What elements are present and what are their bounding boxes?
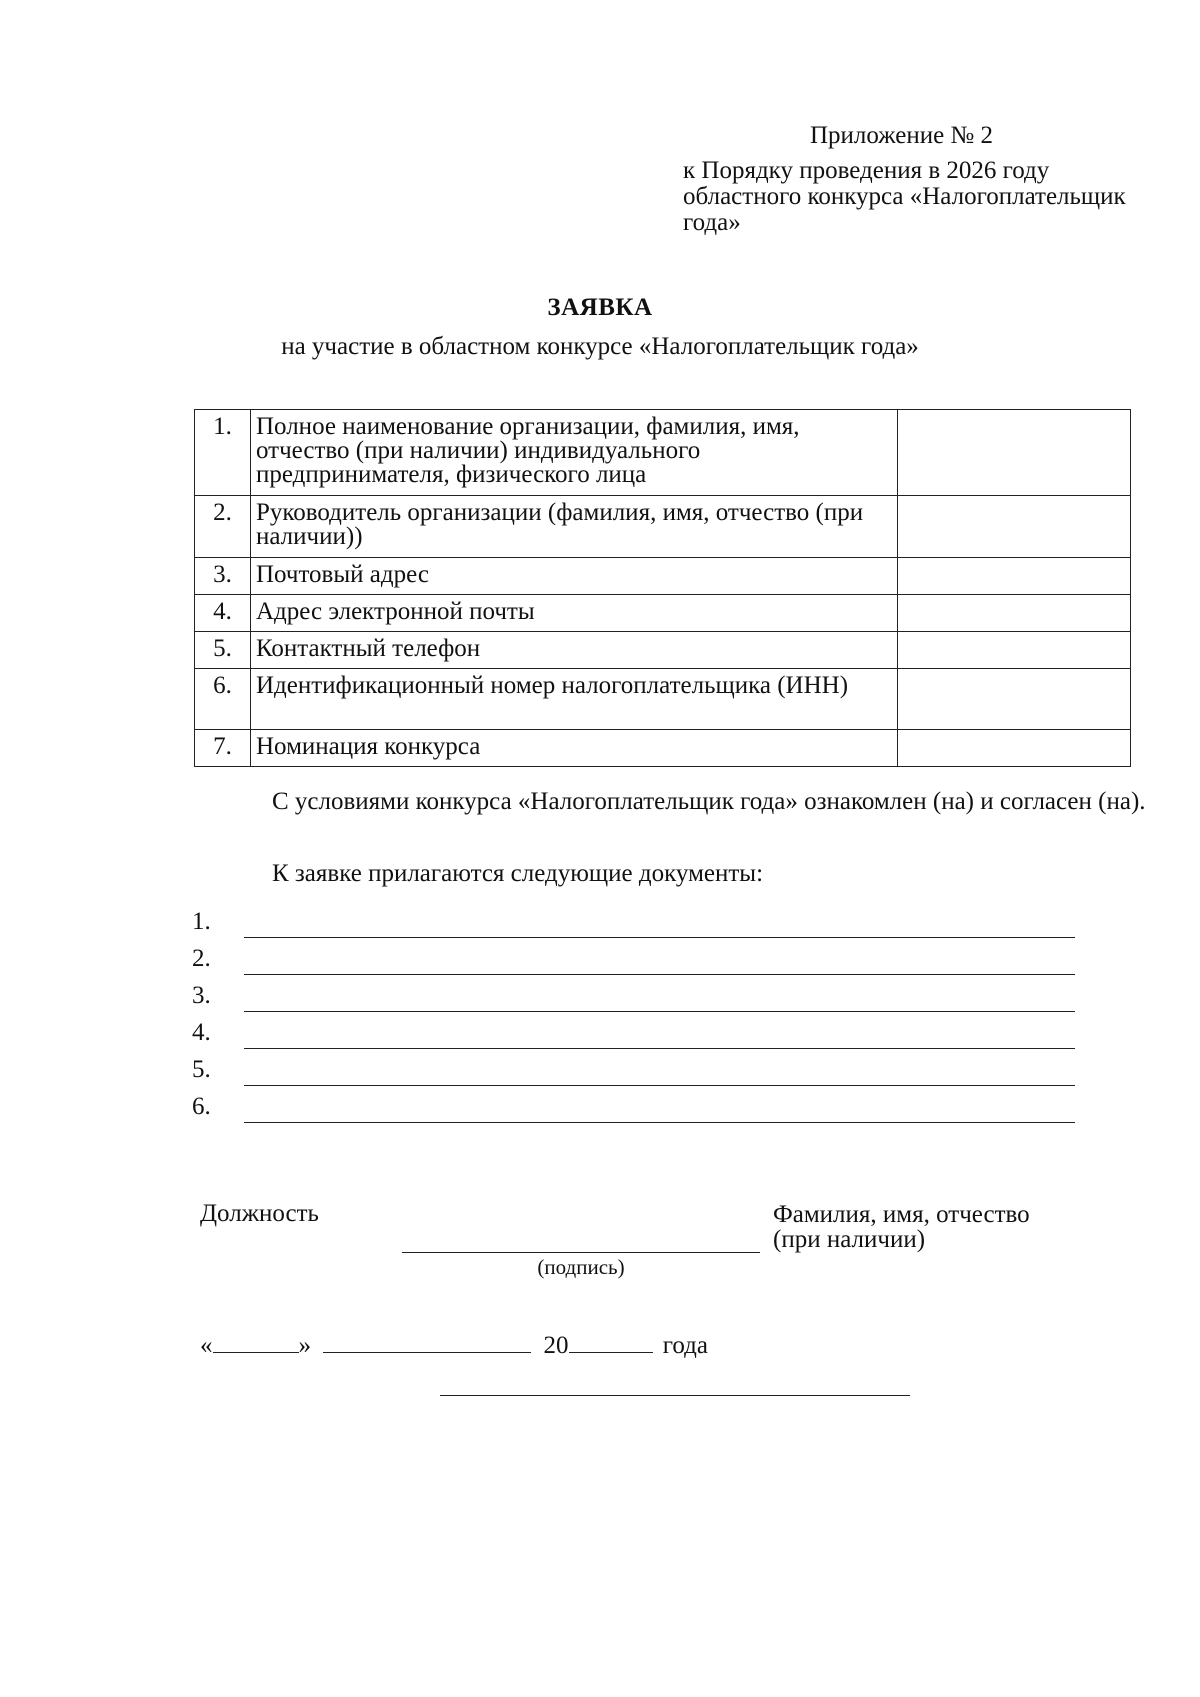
attachment-item (192, 945, 1075, 977)
appendix-ref-line: к Порядку проведения в 2026 году (683, 157, 1050, 184)
table-row (195, 496, 1131, 558)
attachments-heading: К заявке прилагаются следующие документы: (272, 860, 764, 887)
postal-address-field[interactable] (898, 558, 1131, 595)
row-number: 7. (195, 730, 251, 767)
row-label: Контактный телефон (250, 632, 897, 669)
row-label: Номинация конкурса (250, 730, 897, 767)
row-number: 4. (195, 595, 251, 632)
date-row (200, 1330, 708, 1360)
table-row (195, 595, 1131, 632)
date-close-quote: » (298, 1332, 311, 1359)
email-field[interactable] (898, 595, 1131, 632)
full-name-label-line: Фамилия, имя, отчество (773, 1201, 1030, 1228)
attachment-number: 5. (192, 1056, 211, 1083)
full-name-label-line: (при наличии) (773, 1226, 926, 1253)
table-row (195, 410, 1131, 496)
table-row (195, 632, 1131, 669)
document-subtitle: на участие в областном конкурсе «Налогоплательщик года» (281, 333, 919, 360)
appendix-reference (683, 158, 1153, 236)
table-row (195, 730, 1131, 767)
bottom-signature-line[interactable] (440, 1395, 910, 1396)
row-number: 1. (195, 410, 251, 496)
attachment-line[interactable] (244, 937, 1075, 938)
nomination-field[interactable] (898, 730, 1131, 767)
inn-field[interactable] (898, 669, 1131, 730)
application-form-table (194, 409, 1131, 767)
year-blank[interactable] (569, 1330, 653, 1353)
row-number: 2. (195, 496, 251, 558)
year-century: 20 (543, 1332, 569, 1359)
organization-name-field[interactable] (898, 410, 1131, 496)
year-word: года (662, 1332, 708, 1359)
appendix-title: Приложение № 2 (810, 122, 994, 149)
attachment-line[interactable] (244, 1085, 1075, 1086)
row-label: Адрес электронной почты (250, 595, 897, 632)
document-title: ЗАЯВКА (547, 294, 653, 321)
attachment-number: 2. (192, 945, 211, 972)
row-label: Почтовый адрес (250, 558, 897, 595)
row-number: 5. (195, 632, 251, 669)
attachment-item (192, 1093, 1075, 1125)
signature-line[interactable] (402, 1252, 760, 1253)
agreement-text: С условиями конкурса «Налогоплательщик года» ознакомлен (на) и согласен (на). (272, 788, 1146, 815)
row-label: Полное наименование организации, фамилия, имя, отчество (при наличии) индивидуального предпринимателя, физического лица (250, 410, 897, 496)
attachment-line[interactable] (244, 1011, 1075, 1012)
attachment-item (192, 908, 1075, 940)
month-blank[interactable] (323, 1330, 531, 1353)
signature-caption: (подпись) (537, 1255, 625, 1279)
attachment-line[interactable] (244, 1048, 1075, 1049)
row-label: Руководитель организации (фамилия, имя, отчество (при наличии)) (250, 496, 897, 558)
table-row (195, 558, 1131, 595)
row-number: 3. (195, 558, 251, 595)
attachment-item (192, 982, 1075, 1014)
appendix-ref-line: года» (683, 209, 741, 236)
position-label: Должность (200, 1200, 319, 1227)
attachment-number: 1. (192, 908, 211, 935)
attachment-item (192, 1019, 1075, 1051)
date-open-quote: « (200, 1332, 213, 1359)
attachment-line[interactable] (244, 974, 1075, 975)
director-name-field[interactable] (898, 496, 1131, 558)
phone-field[interactable] (898, 632, 1131, 669)
table-row (195, 669, 1131, 730)
attachment-item (192, 1056, 1075, 1088)
attachment-number: 6. (192, 1093, 211, 1120)
appendix-ref-line: областного конкурса «Налогоплательщик (683, 183, 1126, 210)
attachment-number: 4. (192, 1019, 211, 1046)
row-number: 6. (195, 669, 251, 730)
full-name-label (773, 1202, 1093, 1252)
row-label: Идентификационный номер налогоплательщика (ИНН) (250, 669, 897, 730)
attachment-number: 3. (192, 982, 211, 1009)
day-blank[interactable] (213, 1330, 299, 1353)
attachment-line[interactable] (244, 1122, 1075, 1123)
